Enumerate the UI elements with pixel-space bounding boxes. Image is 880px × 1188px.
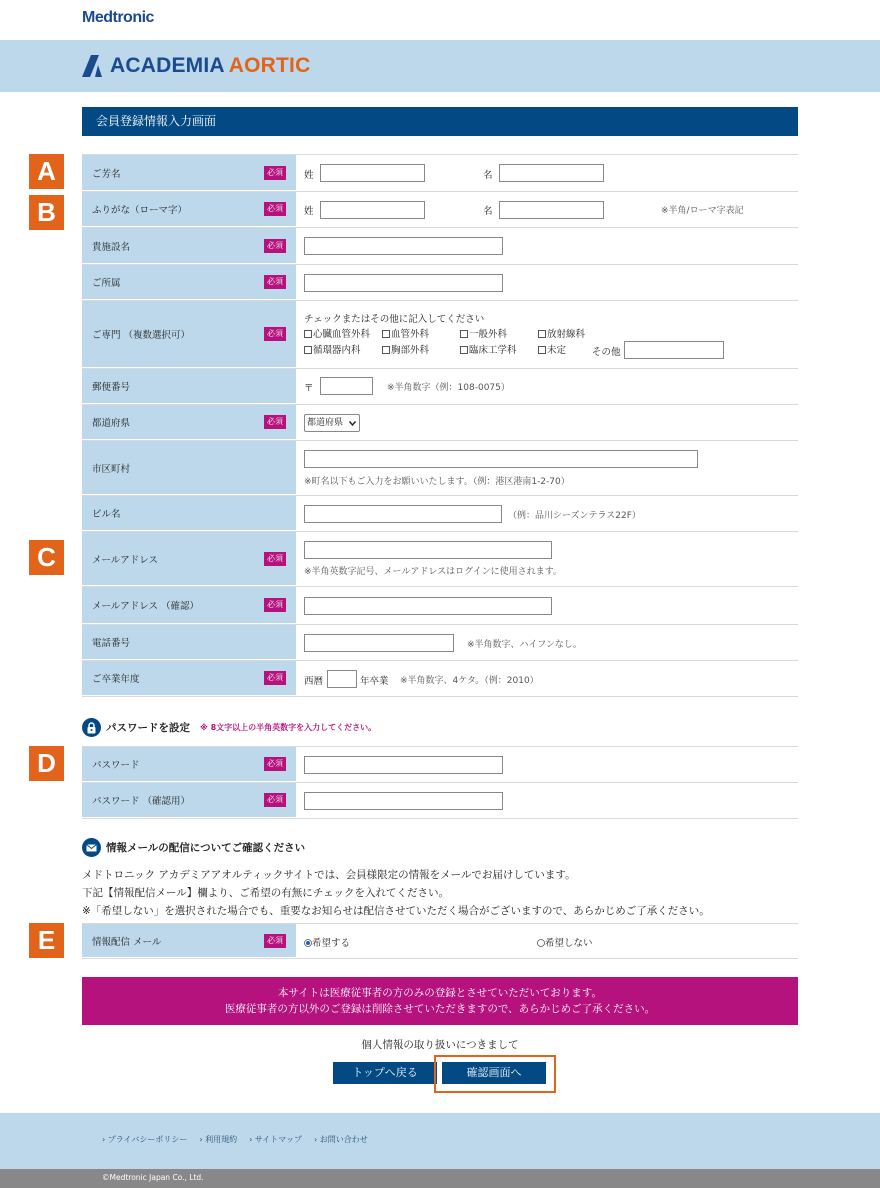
row-name xyxy=(82,155,798,192)
row-department xyxy=(82,265,798,301)
mail-info-line: 下記【情報配信メール】欄より、ご希望の有無にチェックを入れてください。 xyxy=(82,887,449,899)
label-zip-text: 郵便番号 xyxy=(92,382,131,393)
notice-line-1: 本サイトは医療従事者の方のみの登録とさせていただいております。 xyxy=(278,987,602,999)
brand-text-academia: ACADEMIA xyxy=(110,54,225,77)
building-input[interactable] xyxy=(304,505,502,523)
checkbox-label: 放射線科 xyxy=(547,329,586,340)
email-input[interactable] xyxy=(304,541,552,559)
required-badge: 必須 xyxy=(264,934,286,948)
row-graduation xyxy=(82,661,798,697)
row-furigana xyxy=(82,192,798,228)
row-password xyxy=(82,747,798,783)
mail-title-text: 情報メールの配信についてご確認ください xyxy=(106,842,306,854)
city-note: ※町名以下もご入力をお願いいたします。（例：港区港南1-2-70） xyxy=(304,477,570,487)
required-badge: 必須 xyxy=(264,671,286,685)
label-password-confirm xyxy=(82,783,296,818)
radio-mail-yes[interactable] xyxy=(304,935,350,949)
checkbox-label: 未定 xyxy=(547,345,567,356)
label-city-text: 市区町村 xyxy=(92,463,131,475)
row-building xyxy=(82,496,798,532)
checkbox-icon xyxy=(304,346,312,354)
label-phone xyxy=(82,625,296,660)
password-confirm-input[interactable] xyxy=(304,792,503,810)
notice-line-2: 医療従事者の方以外のご登録は削除させていただきますので、あらかじめご了承ください。 xyxy=(224,1003,656,1015)
required-badge: 必須 xyxy=(264,552,286,566)
required-badge: 必須 xyxy=(264,598,286,612)
label-furigana xyxy=(82,192,296,227)
medical-notice-banner xyxy=(82,977,798,1025)
footer-links xyxy=(102,1134,368,1145)
graduation-prefix: 西暦 xyxy=(304,676,324,687)
footer-link-label: プライバシーポリシー xyxy=(107,1135,188,1144)
page-title: 会員登録情報入力画面 xyxy=(82,107,798,136)
furigana-mei-input[interactable] xyxy=(499,201,604,219)
mail-icon xyxy=(82,838,101,857)
label-prefecture-text: 都道府県 xyxy=(92,418,131,429)
required-badge: 必須 xyxy=(264,166,286,180)
required-badge: 必須 xyxy=(264,793,286,807)
label-name-text: ご芳名 xyxy=(92,168,121,180)
checkbox-icon xyxy=(538,330,546,338)
password-section-title xyxy=(82,718,376,737)
label-building-text: ビル名 xyxy=(92,509,121,520)
name-mei-input[interactable] xyxy=(499,164,604,182)
medtronic-logo[interactable]: Medtronic xyxy=(82,9,154,26)
zip-input[interactable] xyxy=(320,377,373,395)
checkbox-icon xyxy=(304,330,312,338)
label-city xyxy=(82,441,296,495)
label-password-confirm-text: パスワード （確認用） xyxy=(92,796,191,807)
row-phone xyxy=(82,625,798,661)
mail-section-title xyxy=(82,838,305,857)
checkbox-icon xyxy=(460,330,468,338)
checkbox-general-surgery[interactable] xyxy=(460,326,507,340)
lock-icon xyxy=(82,718,101,737)
required-badge: 必須 xyxy=(264,239,286,253)
phone-input[interactable] xyxy=(304,634,454,652)
department-input[interactable] xyxy=(304,274,503,292)
label-building xyxy=(82,496,296,531)
graduation-note: ※半角数字、4ケタ。（例：2010） xyxy=(400,676,539,686)
back-to-top-button[interactable]: トップへ戻る xyxy=(333,1062,437,1084)
checkbox-cardiovascular-surgery[interactable] xyxy=(304,326,370,340)
prefecture-selected-value: 都道府県 xyxy=(307,418,344,428)
sei-label: 姓 xyxy=(304,170,314,181)
password-title-text: パスワードを設定 xyxy=(106,722,190,734)
row-email xyxy=(82,532,798,587)
checkbox-radiology[interactable] xyxy=(538,326,585,340)
required-badge: 必須 xyxy=(264,202,286,216)
graduation-suffix: 年卒業 xyxy=(360,676,389,687)
checkbox-icon xyxy=(538,346,546,354)
footer-link-sitemap[interactable]: › サイトマップ xyxy=(249,1135,302,1144)
name-sei-input[interactable] xyxy=(320,164,425,182)
password-input[interactable] xyxy=(304,756,503,774)
row-city xyxy=(82,441,798,496)
password-form xyxy=(82,746,798,819)
brand-bar xyxy=(0,40,880,92)
required-badge: 必須 xyxy=(264,327,286,341)
footer-link-label: サイトマップ xyxy=(254,1135,302,1144)
radio-label: 希望する xyxy=(312,938,351,949)
label-department-text: ご所属 xyxy=(92,278,121,289)
radio-unchecked-icon xyxy=(537,939,545,947)
label-specialty-text: ご専門 （複数選択可） xyxy=(92,330,191,341)
row-mail-delivery xyxy=(82,924,798,959)
furigana-sei-input[interactable] xyxy=(320,201,425,219)
city-input[interactable] xyxy=(304,450,698,468)
label-mail-delivery-text: 情報配信 メール xyxy=(92,936,162,948)
footer-link-label: お問い合わせ xyxy=(319,1135,368,1144)
label-password xyxy=(82,747,296,782)
checkbox-icon xyxy=(460,346,468,354)
academia-aortic-logo[interactable] xyxy=(82,51,310,81)
row-prefecture xyxy=(82,405,798,441)
required-badge: 必須 xyxy=(264,415,286,429)
marker-a: A xyxy=(29,154,64,189)
specialty-instruction: チェックまたはその他に記入してください xyxy=(304,314,485,325)
checkbox-icon xyxy=(382,346,390,354)
required-badge: 必須 xyxy=(264,275,286,289)
radio-mail-no[interactable] xyxy=(537,935,593,949)
other-label: その他 xyxy=(592,347,621,358)
checkbox-undecided[interactable] xyxy=(538,342,566,356)
label-prefecture xyxy=(82,405,296,440)
brand-mark-icon xyxy=(82,55,104,77)
checkbox-cardiology[interactable] xyxy=(304,342,361,356)
marker-d: D xyxy=(29,746,64,781)
password-note: ※ 8文字以上の半角英数字を入力してください。 xyxy=(200,723,377,732)
mail-form xyxy=(82,923,798,959)
sei-label: 姓 xyxy=(304,206,314,217)
footer-link-terms[interactable]: › 利用規約 xyxy=(199,1135,238,1144)
row-password-confirm xyxy=(82,783,798,819)
checkbox-label: 心臓血管外科 xyxy=(313,329,371,340)
brand-text-aortic: AORTIC xyxy=(228,54,311,77)
checkbox-icon xyxy=(382,330,390,338)
checkbox-label: 血管外科 xyxy=(391,329,430,340)
footer-link-label: 利用規約 xyxy=(205,1135,238,1144)
mail-info-line: ※「希望しない」を選択された場合でも、重要なお知らせは配信させていただく場合がございますので、あらかじめご了承ください。 xyxy=(82,905,710,917)
facility-input[interactable] xyxy=(304,237,503,255)
prefecture-select[interactable] xyxy=(304,414,360,432)
label-email xyxy=(82,532,296,586)
radio-checked-icon xyxy=(304,939,312,947)
registration-form xyxy=(82,154,798,697)
copyright-bar xyxy=(0,1169,880,1188)
furigana-note: ※半角/ローマ字表記 xyxy=(661,206,744,216)
mail-info-line: メドトロニック アカデミアアオルティックサイトでは、会員様限定の情報をメールでお届けしています。 xyxy=(82,869,576,881)
label-email-text: メールアドレス xyxy=(92,554,159,566)
checkbox-label: 一般外科 xyxy=(469,329,508,340)
label-phone-text: 電話番号 xyxy=(92,638,131,649)
checkbox-thoracic-surgery[interactable] xyxy=(382,342,429,356)
mail-info-text xyxy=(82,866,710,920)
row-email-confirm xyxy=(82,587,798,625)
row-facility xyxy=(82,228,798,265)
building-note: （例：品川シーズンテラス22F） xyxy=(508,511,641,521)
label-zip xyxy=(82,369,296,404)
label-facility xyxy=(82,228,296,264)
confirm-button[interactable]: 確認画面へ xyxy=(442,1062,546,1084)
label-email-confirm-text: メールアドレス （確認） xyxy=(92,601,200,612)
marker-b: B xyxy=(29,195,64,230)
footer xyxy=(0,1113,880,1169)
mei-label: 名 xyxy=(483,170,493,181)
required-badge: 必須 xyxy=(264,757,286,771)
label-email-confirm xyxy=(82,587,296,624)
checkbox-label: 循環器内科 xyxy=(313,345,361,356)
phone-note: ※半角数字、ハイフンなし。 xyxy=(467,640,582,650)
privacy-link[interactable]: 個人情報の取り扱いにつきまして xyxy=(361,1039,519,1051)
chevron-down-icon xyxy=(349,421,356,426)
email-note: ※半角英数字記号、メールアドレスはログインに使用されます。 xyxy=(304,567,562,577)
footer-link-contact[interactable]: › お問い合わせ xyxy=(313,1135,368,1144)
label-facility-text: 貴施設名 xyxy=(92,241,131,253)
label-name xyxy=(82,155,296,191)
checkbox-vascular-surgery[interactable] xyxy=(382,326,429,340)
row-zip xyxy=(82,369,798,405)
label-department xyxy=(82,265,296,300)
label-graduation xyxy=(82,661,296,696)
graduation-year-input[interactable] xyxy=(327,670,357,688)
email-confirm-input[interactable] xyxy=(304,597,552,615)
specialty-other-input[interactable] xyxy=(624,341,724,359)
label-mail-delivery xyxy=(82,924,296,958)
zip-note: ※半角数字（例：108-0075） xyxy=(387,383,510,393)
label-graduation-text: ご卒業年度 xyxy=(92,674,140,685)
row-specialty xyxy=(82,301,798,369)
checkbox-clinical-engineering[interactable] xyxy=(460,342,517,356)
zip-mark: 〒 xyxy=(304,383,314,394)
checkbox-label: 胸部外科 xyxy=(391,345,430,356)
footer-link-privacy[interactable]: › プライバシーポリシー xyxy=(102,1135,188,1144)
label-specialty xyxy=(82,301,296,368)
label-password-text: パスワード xyxy=(92,760,140,771)
checkbox-label: 臨床工学科 xyxy=(469,345,517,356)
label-furigana-text: ふりがな（ローマ字） xyxy=(92,205,188,216)
mei-label: 名 xyxy=(483,206,493,217)
copyright-text: ©Medtronic Japan Co., Ltd. xyxy=(102,1173,204,1182)
marker-e: E xyxy=(29,923,64,958)
radio-label: 希望しない xyxy=(545,938,593,949)
marker-c: C xyxy=(29,540,64,575)
